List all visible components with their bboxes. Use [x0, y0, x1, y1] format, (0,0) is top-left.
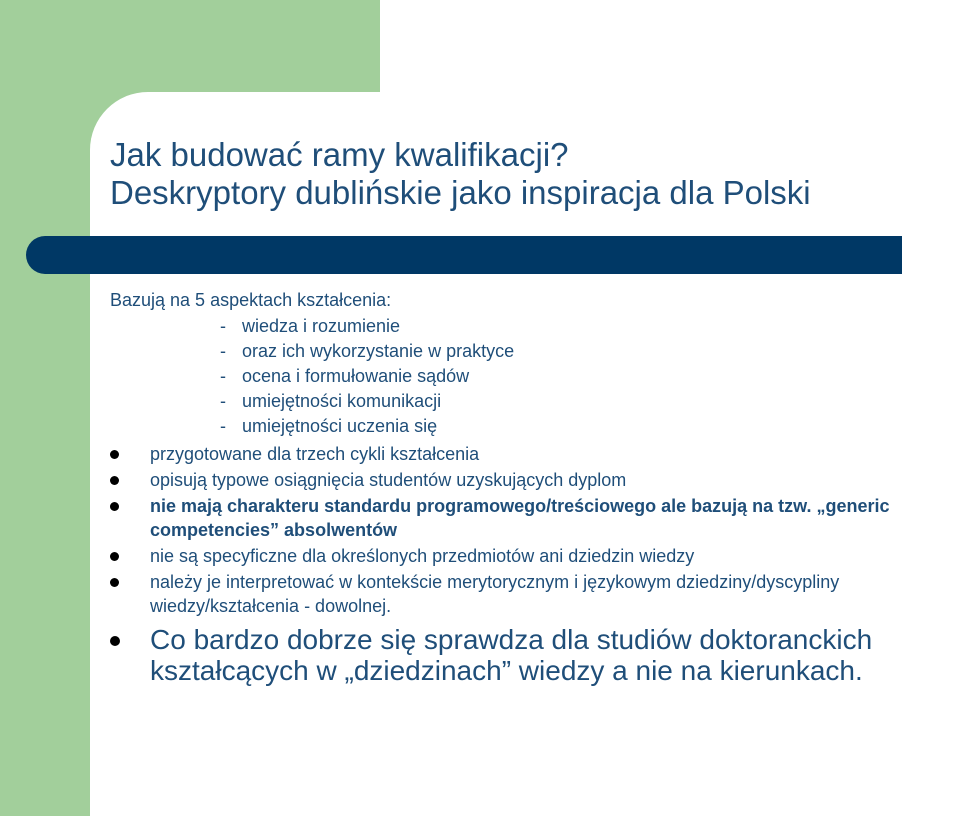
bullet-item — [110, 442, 960, 466]
aspect-item — [110, 389, 960, 414]
aspect-item — [110, 414, 960, 439]
aspect-text: ocena i formułowanie sądów — [242, 366, 470, 386]
bullet-list — [110, 442, 960, 686]
bullet-item-large — [110, 624, 960, 686]
bullet-dot-icon — [110, 636, 120, 646]
page-title — [110, 136, 811, 212]
aspect-text: umiejętności komunikacji — [242, 391, 442, 411]
dash-marker: - — [220, 416, 226, 436]
aspect-text: umiejętności uczenia się — [242, 416, 438, 436]
bullet-text: opisują typowe osiągnięcia studentów uzyskujących dyplom — [150, 470, 627, 490]
title-line-2: Deskryptory dublińskie jako inspiracja dla Polski — [110, 174, 811, 211]
slide-body — [110, 288, 960, 688]
bullet-text: przygotowane dla trzech cykli kształcenia — [150, 444, 480, 464]
aspect-item — [110, 314, 960, 339]
bullet-dot-icon — [110, 552, 119, 561]
bullet-item — [110, 468, 960, 492]
aspect-text: oraz ich wykorzystanie w praktyce — [242, 341, 515, 361]
dash-marker: - — [220, 316, 226, 336]
bullet-text: nie mają charakteru standardu programowego/treściowego ale bazują na tzw. „generic competencies” absolwentów — [150, 496, 890, 540]
bullet-text: Co bardzo dobrze się sprawdza dla studiów doktoranckich kształcących w „dziedzinach” wiedzy a nie na kierunkach. — [150, 624, 873, 686]
bullet-item — [110, 494, 960, 542]
lead-text: Bazują na 5 aspektach kształcenia: — [110, 290, 392, 310]
aspects-list — [110, 314, 960, 439]
bullet-dot-icon — [110, 450, 119, 459]
bullet-dot-icon — [110, 502, 119, 511]
aspect-item — [110, 339, 960, 364]
bullet-text: nie są specyficzne dla określonych przedmiotów ani dziedzin wiedzy — [150, 546, 695, 566]
bullet-dot-icon — [110, 476, 119, 485]
dash-marker: - — [220, 391, 226, 411]
bullet-dot-icon — [110, 578, 119, 587]
aspect-item — [110, 364, 960, 389]
bullet-item — [110, 570, 960, 618]
dash-marker: - — [220, 366, 226, 386]
title-line-1: Jak budować ramy kwalifikacji? — [110, 136, 569, 173]
bullet-text: należy je interpretować w kontekście merytorycznym i językowym dziedziny/dyscypliny wiedzy/kształcenia - dowolnej. — [150, 572, 840, 616]
title-divider-band — [26, 236, 902, 274]
aspect-text: wiedza i rozumienie — [242, 316, 401, 336]
bullet-item — [110, 544, 960, 568]
dash-marker: - — [220, 341, 226, 361]
